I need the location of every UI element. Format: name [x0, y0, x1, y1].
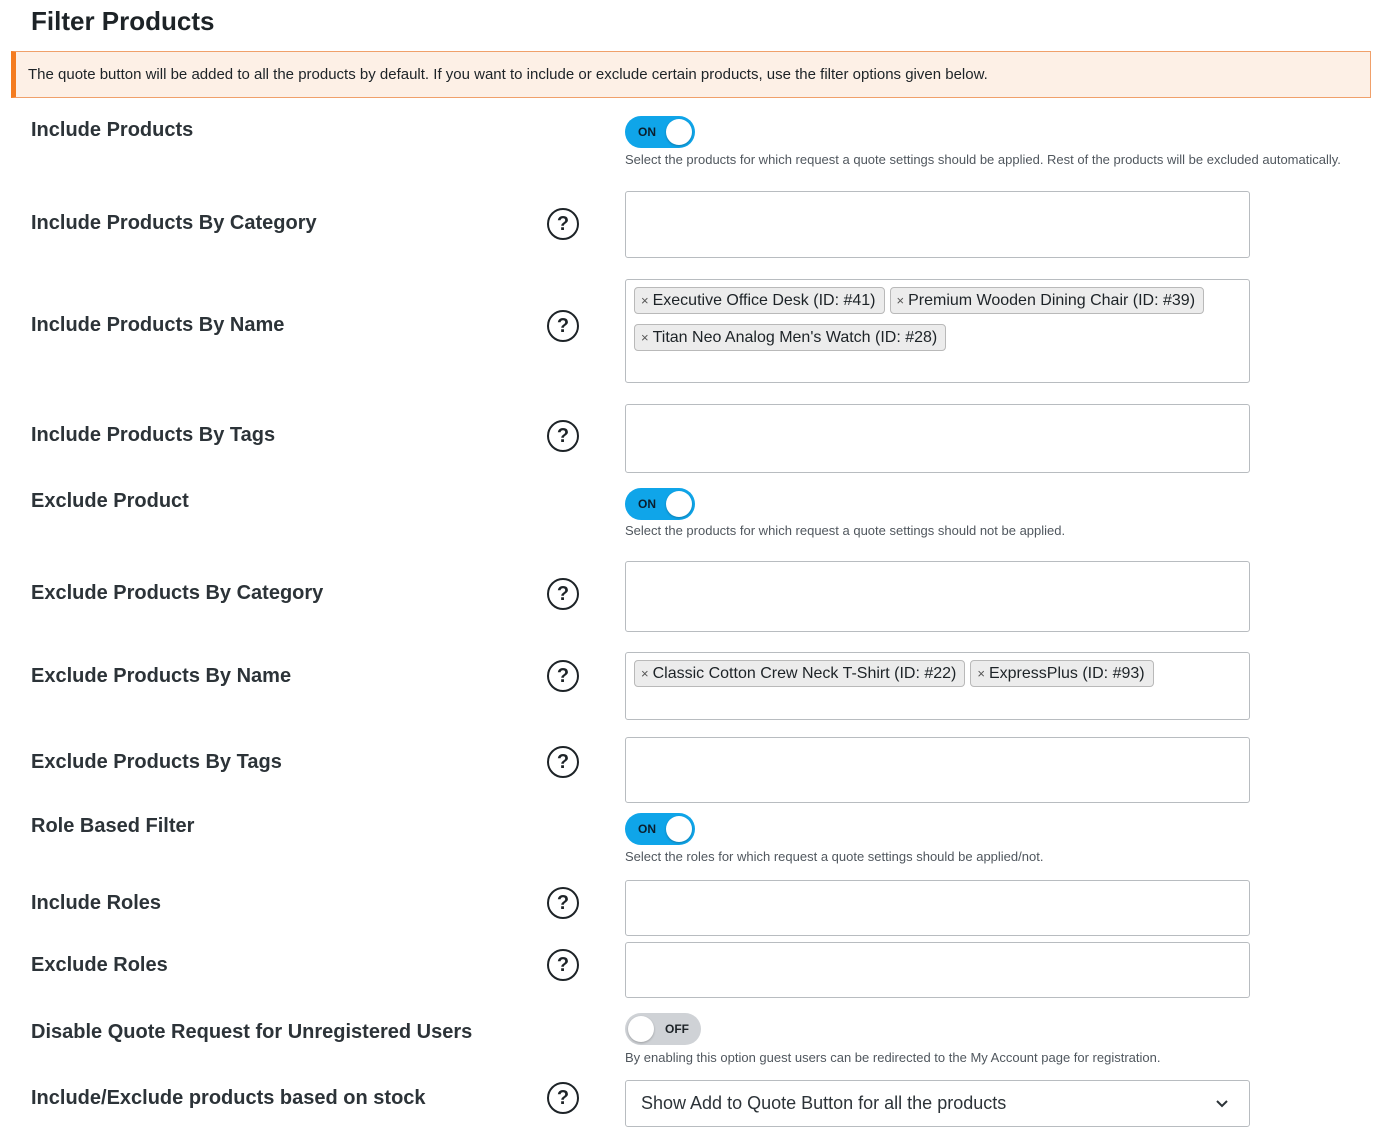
- tag-label: Titan Neo Analog Men's Watch (ID: #28): [652, 329, 938, 346]
- include-products-description: Select the products for which request a quote settings should be applied. Rest of the products will be excluded automatically.: [625, 152, 1341, 167]
- stock-filter-select[interactable]: [625, 1080, 1250, 1127]
- stock-filter-label: Include/Exclude products based on stock: [31, 1087, 426, 1109]
- question-circle-icon: ?: [556, 424, 570, 447]
- disable-unregistered-label: Disable Quote Request for Unregistered Users: [31, 1021, 473, 1043]
- toggle-state-label: OFF: [665, 1022, 689, 1036]
- toggle-state-label: ON: [638, 822, 656, 836]
- include-tags-select[interactable]: [625, 404, 1250, 473]
- toggle-knob: [628, 1016, 654, 1042]
- help-icon[interactable]: [547, 310, 579, 342]
- tag-label: Classic Cotton Crew Neck T-Shirt (ID: #22): [652, 665, 957, 682]
- selected-product-tag: [634, 660, 965, 687]
- disable-unregistered-description: By enabling this option guest users can be redirected to the My Account page for registration.: [625, 1050, 1161, 1065]
- help-icon[interactable]: [547, 420, 579, 452]
- question-circle-icon: ?: [556, 1086, 570, 1109]
- selected-product-tag: [634, 324, 946, 351]
- exclude-by-category-label: Exclude Products By Category: [31, 582, 324, 604]
- toggle-knob: [666, 816, 692, 842]
- help-icon[interactable]: [547, 1082, 579, 1114]
- close-icon[interactable]: ×: [641, 293, 649, 308]
- help-icon[interactable]: [547, 746, 579, 778]
- include-by-tags-label: Include Products By Tags: [31, 424, 276, 446]
- tag-label: ExpressPlus (ID: #93): [988, 665, 1145, 682]
- role-based-filter-toggle[interactable]: [625, 813, 695, 845]
- help-icon[interactable]: [547, 208, 579, 240]
- role-based-filter-label: Role Based Filter: [31, 815, 195, 837]
- close-icon[interactable]: ×: [977, 666, 985, 681]
- include-name-select[interactable]: [625, 279, 1250, 383]
- exclude-tags-select[interactable]: [625, 737, 1250, 803]
- include-by-category-label: Include Products By Category: [31, 212, 317, 234]
- exclude-roles-select[interactable]: [625, 942, 1250, 998]
- disable-unregistered-toggle[interactable]: [625, 1013, 701, 1045]
- stock-filter-selected-value: Show Add to Quote Button for all the products: [641, 1093, 1007, 1113]
- include-by-name-label: Include Products By Name: [31, 314, 285, 336]
- exclude-category-select[interactable]: [625, 561, 1250, 632]
- selected-product-tag: [970, 660, 1153, 687]
- exclude-by-tags-label: Exclude Products By Tags: [31, 751, 282, 773]
- info-notice: [11, 51, 1371, 98]
- include-products-toggle[interactable]: [625, 116, 695, 148]
- include-roles-label: Include Roles: [31, 892, 162, 914]
- close-icon[interactable]: ×: [896, 293, 905, 308]
- close-icon[interactable]: ×: [641, 666, 649, 681]
- help-icon[interactable]: [547, 578, 579, 610]
- exclude-by-name-label: Exclude Products By Name: [31, 665, 292, 687]
- include-products-label: Include Products: [31, 119, 194, 141]
- selected-product-tag: [634, 287, 885, 314]
- question-circle-icon: ?: [556, 314, 570, 337]
- page-title: Filter Products: [31, 6, 215, 36]
- question-circle-icon: ?: [556, 750, 570, 773]
- question-circle-icon: ?: [556, 664, 570, 687]
- role-based-filter-description: Select the roles for which request a quote settings should be applied/not.: [625, 849, 1044, 864]
- toggle-knob: [666, 119, 692, 145]
- exclude-product-description: Select the products for which request a quote settings should not be applied.: [625, 523, 1066, 538]
- question-circle-icon: ?: [556, 582, 570, 605]
- notice-text: The quote button will be added to all the products by default. If you want to include or exclude certain products, use the filter options given below.: [28, 66, 988, 83]
- selected-product-tag: [890, 287, 1205, 314]
- help-icon[interactable]: [547, 660, 579, 692]
- tag-label: Premium Wooden Dining Chair (ID: #39): [908, 292, 1196, 309]
- question-circle-icon: ?: [556, 212, 570, 235]
- toggle-knob: [666, 491, 692, 517]
- exclude-name-select[interactable]: [625, 652, 1250, 720]
- tag-label: Executive Office Desk (ID: #41): [652, 292, 876, 309]
- question-circle-icon: ?: [556, 953, 570, 976]
- exclude-product-toggle[interactable]: [625, 488, 695, 520]
- include-category-select[interactable]: [625, 191, 1250, 258]
- help-icon[interactable]: [547, 887, 579, 919]
- toggle-state-label: ON: [638, 125, 656, 139]
- question-circle-icon: ?: [556, 891, 570, 914]
- toggle-state-label: ON: [638, 497, 656, 511]
- include-roles-select[interactable]: [625, 880, 1250, 936]
- exclude-product-label: Exclude Product: [31, 490, 189, 512]
- help-icon[interactable]: [547, 949, 579, 981]
- exclude-roles-label: Exclude Roles: [31, 954, 168, 976]
- close-icon[interactable]: ×: [641, 330, 649, 345]
- chevron-down-icon: [1213, 1094, 1231, 1112]
